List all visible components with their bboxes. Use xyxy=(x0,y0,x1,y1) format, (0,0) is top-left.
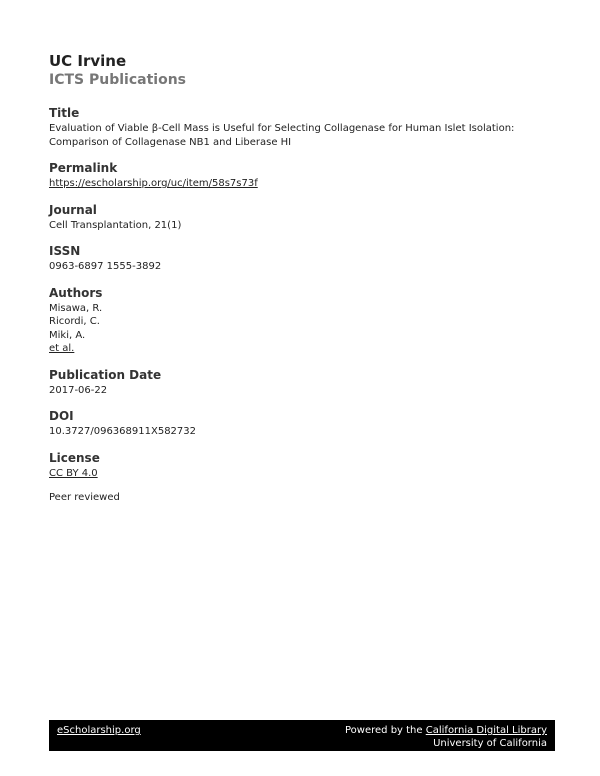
document-cover xyxy=(49,52,559,514)
doi-section xyxy=(49,408,559,439)
permalink-section xyxy=(49,160,559,191)
escholarship-link[interactable]: eScholarship.org xyxy=(57,725,141,736)
powered-by-text: Powered by the xyxy=(345,725,423,736)
publication-date-section xyxy=(49,367,559,398)
author-item: Miki, A. xyxy=(49,329,86,341)
cdl-link[interactable]: California Digital Library xyxy=(425,725,547,736)
author-item: Misawa, R. xyxy=(49,302,103,314)
author-item: Ricordi, C. xyxy=(49,316,100,327)
footer-right xyxy=(345,724,547,750)
institution-name: UC Irvine xyxy=(49,52,127,70)
title-section xyxy=(49,105,559,149)
series-name: ICTS Publications xyxy=(49,72,186,88)
journal-value: Cell Transplantation, 21(1) xyxy=(49,219,182,231)
permalink-label: Permalink xyxy=(49,161,118,175)
doi-label: DOI xyxy=(49,409,74,423)
authors-label: Authors xyxy=(49,285,103,300)
authors-section xyxy=(49,285,559,356)
title-line-2: Comparison of Collagenase NB1 and Liberase HI xyxy=(49,136,292,148)
issn-section xyxy=(49,243,559,274)
issn-label: ISSN xyxy=(49,244,81,258)
publication-date-value: 2017-06-22 xyxy=(49,384,108,396)
university-name: University of California xyxy=(433,738,547,749)
footer-left xyxy=(57,724,141,737)
permalink-link[interactable]: https://escholarship.org/uc/item/58s7s73f xyxy=(49,178,258,189)
license-link[interactable]: CC BY 4.0 xyxy=(49,467,98,479)
footer-powered-line xyxy=(345,724,547,737)
license-label: License xyxy=(49,450,100,465)
doi-value: 10.3727/096368911X582732 xyxy=(49,426,197,437)
journal-label: Journal xyxy=(49,202,97,217)
issn-value: 0963-6897 1555-3892 xyxy=(49,261,162,272)
journal-section xyxy=(49,202,559,233)
peer-reviewed-note: Peer reviewed xyxy=(49,492,120,503)
et-al-link[interactable]: et al. xyxy=(49,343,75,354)
publication-date-label: Publication Date xyxy=(49,367,162,382)
license-section xyxy=(49,450,559,481)
title-line-1: Evaluation of Viable β-Cell Mass is Useful for Selecting Collagenase for Human Islet Isolation: xyxy=(49,123,515,134)
footer-bar xyxy=(49,720,555,751)
title-label: Title xyxy=(49,106,80,120)
